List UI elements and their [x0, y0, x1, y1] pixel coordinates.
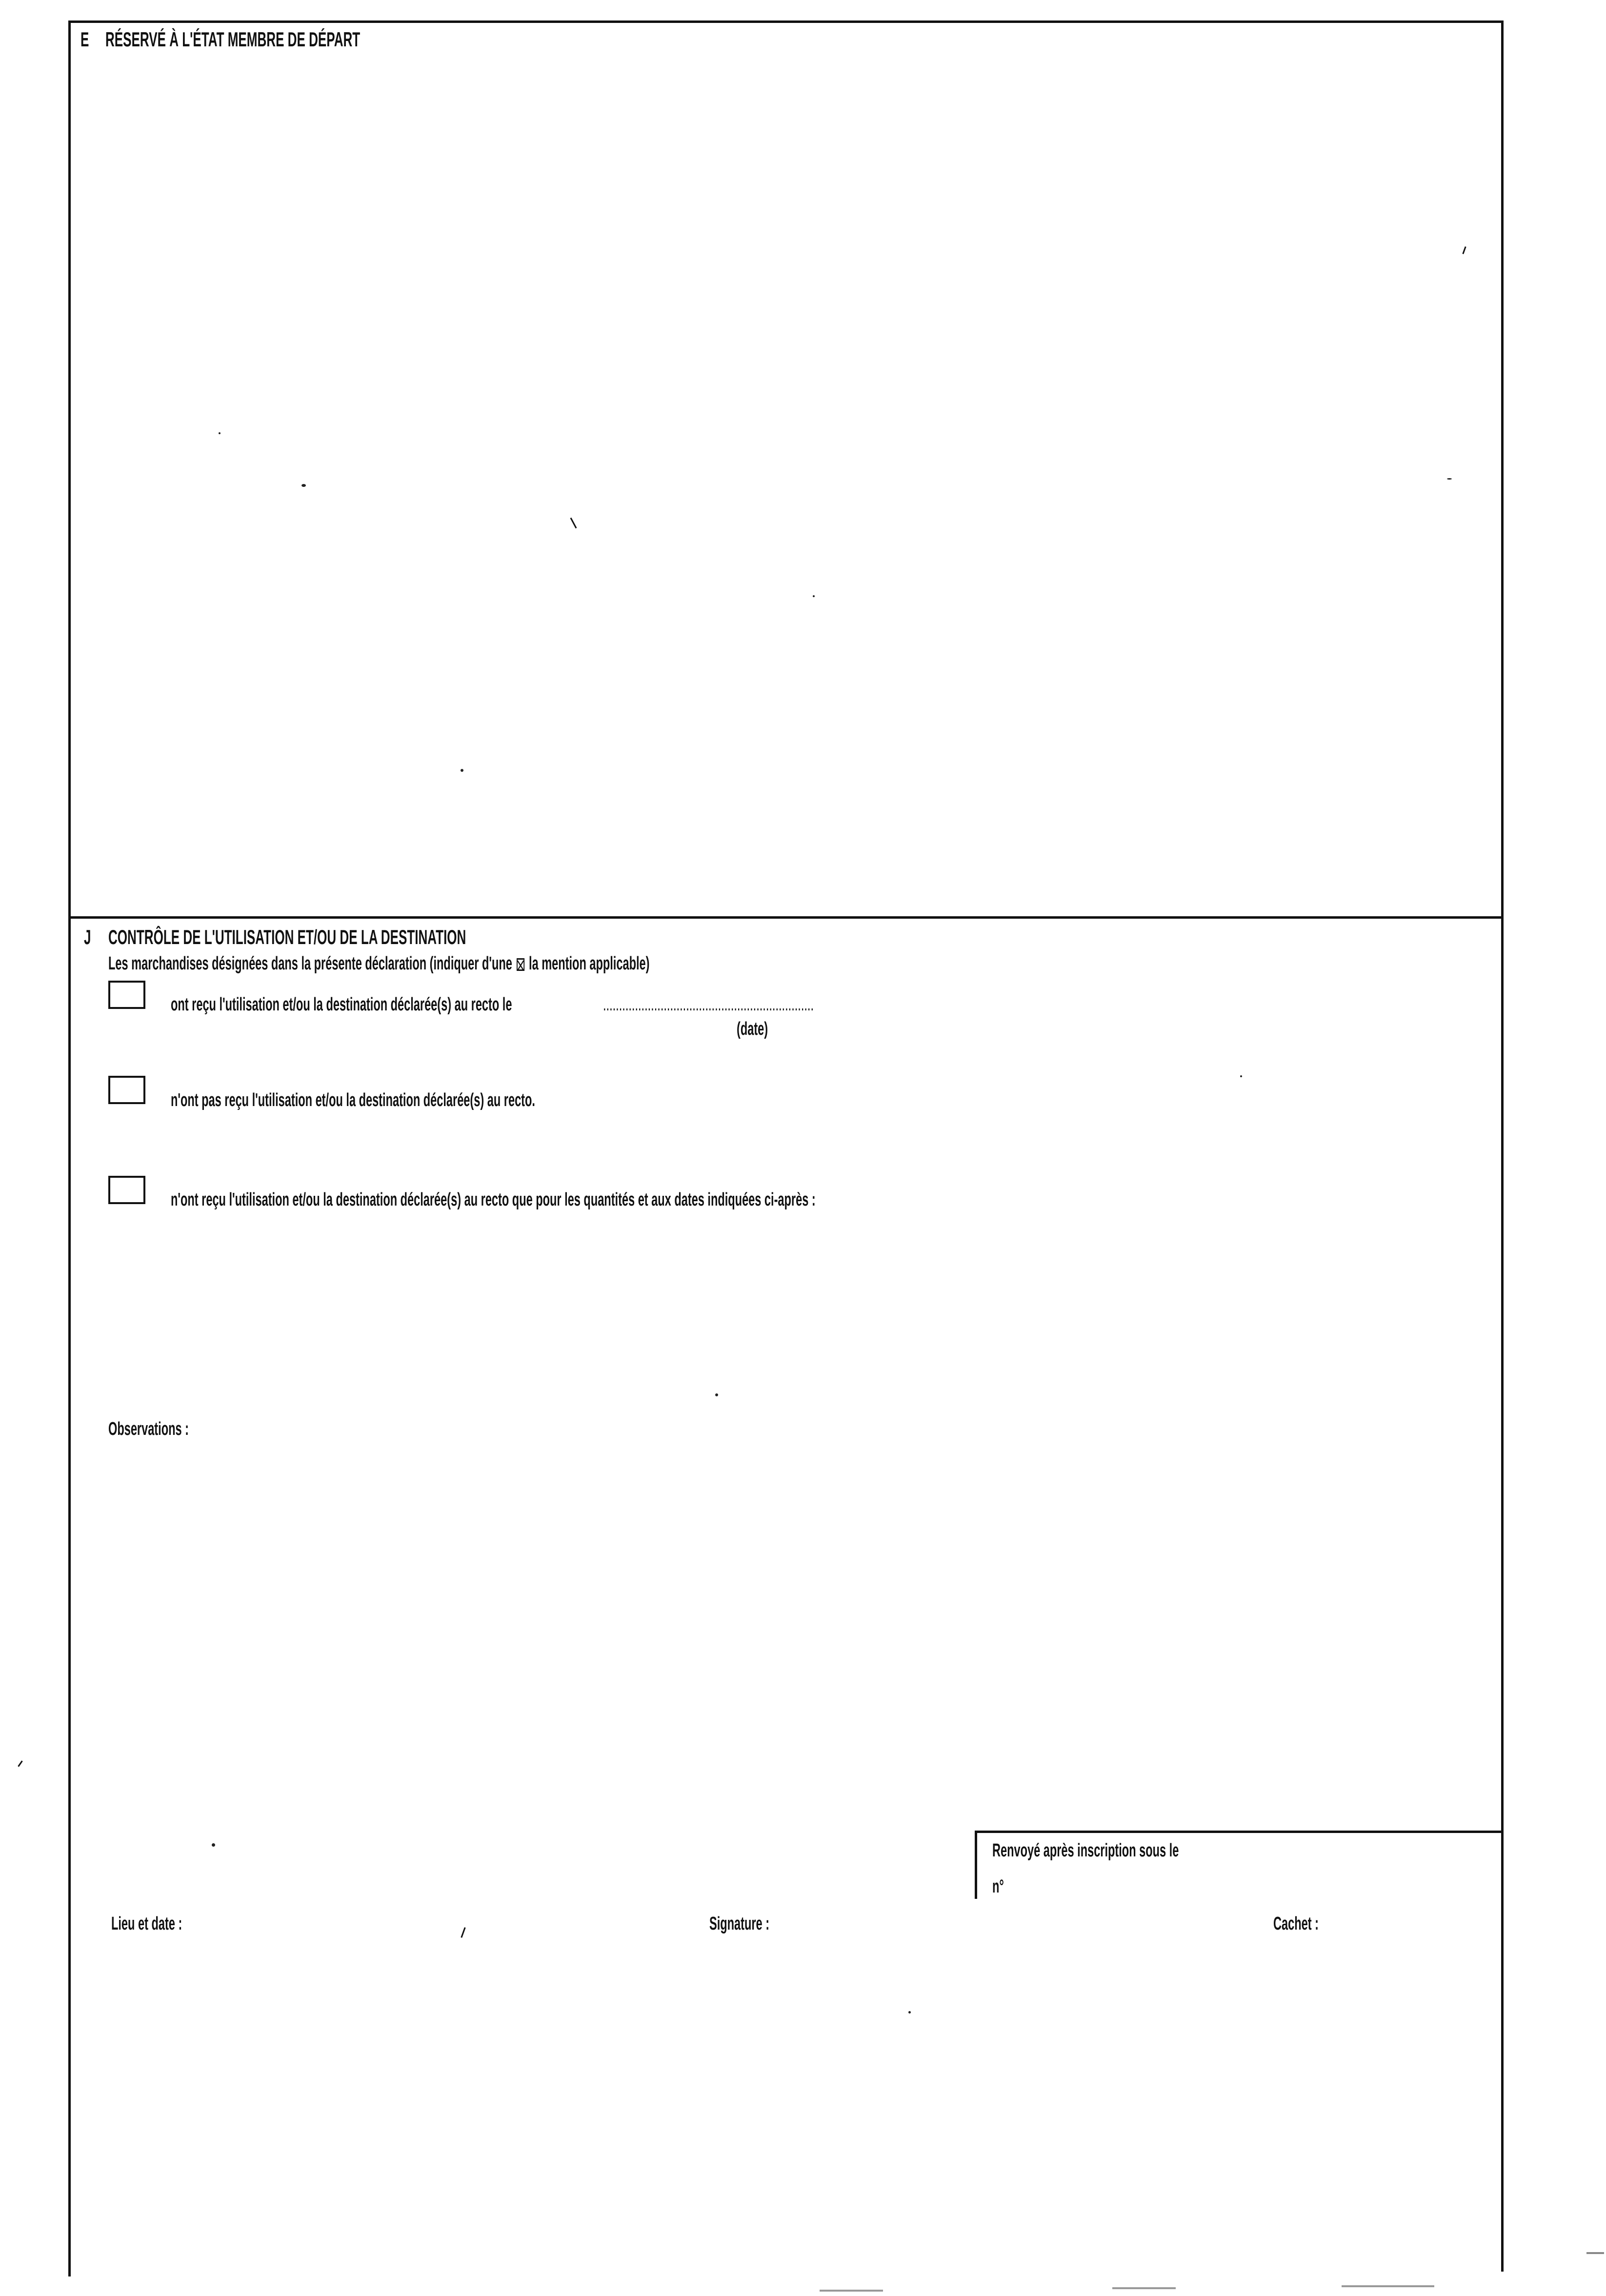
section-divider [68, 916, 1504, 919]
lieu-date-label: Lieu et date : [111, 1913, 182, 1934]
scan-scratch [570, 518, 577, 529]
scan-speck [813, 595, 815, 597]
scan-scratch [18, 1760, 22, 1767]
section-e-title: RÉSERVÉ À L'ÉTAT MEMBRE DE DÉPART [105, 28, 361, 51]
scan-dash [1586, 2252, 1604, 2254]
renvoye-label: Renvoyé après inscription sous le [992, 1840, 1179, 1861]
scan-speck [212, 1843, 215, 1847]
section-e-letter: E [80, 28, 89, 51]
renvoye-box-left [975, 1831, 977, 1899]
checked-box-icon [517, 958, 524, 971]
date-dotted-line: .................................................................. [603, 994, 814, 1015]
checkbox-partial-use[interactable] [108, 1176, 145, 1204]
scan-speck [908, 2011, 911, 2014]
scan-speck [461, 769, 463, 772]
scan-scratch [461, 1927, 465, 1938]
scan-speck [715, 1393, 718, 1396]
section-j-intro [108, 954, 649, 973]
numero-label: n° [992, 1876, 1004, 1897]
checkbox-used-declared[interactable] [108, 981, 145, 1009]
scan-speck [219, 432, 221, 434]
signature-label: Signature : [709, 1913, 770, 1934]
observations-label: Observations : [108, 1419, 189, 1439]
scan-scratch [1462, 246, 1466, 254]
scan-speck [301, 484, 306, 487]
checkbox-not-used-declared[interactable] [108, 1076, 145, 1104]
scan-dash [1112, 2287, 1176, 2289]
form-border-top [68, 20, 1504, 23]
intro-text-after: la mention applicable) [529, 953, 650, 974]
scan-dash [1342, 2285, 1434, 2287]
option-partial-use-label: n'ont reçu l'utilisation et/ou la destination déclarée(s) au recto que pour les quantités et aux dates indiquées ci-après : [171, 1189, 816, 1210]
scan-speck [1447, 478, 1452, 480]
scan-speck [1240, 1075, 1242, 1077]
intro-text-before: Les marchandises désignées dans la présente déclaration (indiquer d'une [108, 953, 512, 974]
form-border-right [1501, 20, 1504, 2272]
scan-dash [820, 2290, 883, 2292]
cachet-label: Cachet : [1273, 1913, 1319, 1934]
section-j-letter: J [84, 926, 91, 948]
date-caption: (date) [737, 1019, 768, 1039]
renvoye-box-top [975, 1831, 1504, 1833]
form-border-left [68, 20, 71, 2276]
section-j-title: CONTRÔLE DE L'UTILISATION ET/OU DE LA DESTINATION [108, 926, 466, 948]
option-not-used-declared-label: n'ont pas reçu l'utilisation et/ou la destination déclarée(s) au recto. [171, 1090, 535, 1110]
option-used-declared-label: ont reçu l'utilisation et/ou la destination déclarée(s) au recto le [171, 994, 512, 1015]
